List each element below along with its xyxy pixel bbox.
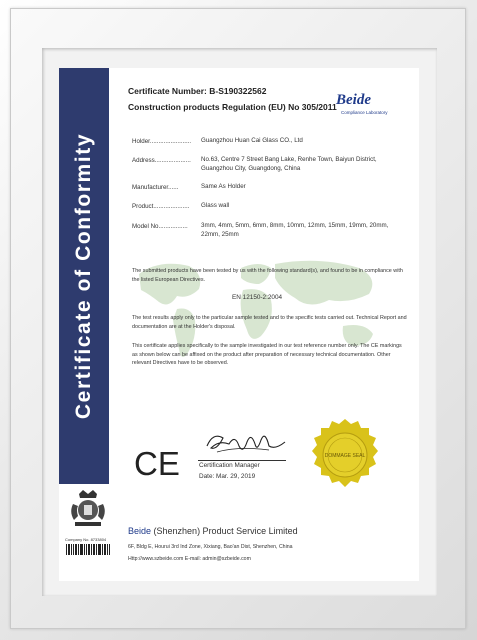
ce-mark-icon	[132, 446, 182, 480]
brand-logo: Beide	[336, 92, 371, 108]
ce-mark-text: CE	[134, 446, 180, 480]
holder-value: Guangzhou Huan Cai Glass CO., Ltd	[201, 137, 303, 144]
product-value: Glass wall	[201, 202, 230, 209]
signatory-title: Certification Manager	[199, 462, 260, 469]
certificate-number: Certificate Number: B-S190322562	[128, 86, 267, 96]
issuer-contact: Http://www.szbeide.com E-mail: admin@szbeide.com	[128, 556, 251, 562]
standard-reference: EN 12150-2:2004	[232, 294, 283, 301]
issue-date: Date: Mar. 29, 2019	[199, 473, 256, 480]
brand-tagline: Compliance Laboratory	[341, 110, 388, 115]
issuer-company	[128, 526, 298, 536]
model-no-value: 3mm, 4mm, 5mm, 6mm, 8mm, 10mm, 12mm, 15mm, 19mm, 20mm, 22mm, 25mm	[201, 222, 389, 238]
issuer-address: 6F, Bldg E, Hourui 3rd Ind Zone, Xixiang, Bao'an Dist, Shenzhen, China	[128, 544, 293, 550]
handwritten-signature	[199, 424, 289, 460]
manufacturer-label: Manufacturer......	[132, 184, 179, 191]
scope-statement: The test results apply only to the particular sample tested and to the specific tests carried out. Technical Report and documentation are at the Holder's disposal.	[132, 315, 407, 330]
seal-text: DOMMAGE SEAL	[324, 453, 366, 459]
accreditation-mark	[65, 488, 117, 568]
banner-title: Certificate of Conformity	[72, 132, 95, 420]
signature-line	[198, 460, 286, 461]
issuer-name-rest: (Shenzhen) Product Service Limited	[151, 526, 298, 536]
certificate-paper	[59, 68, 419, 581]
address-label: Address.....................	[132, 157, 191, 164]
regulation-title: Construction products Regulation (EU) No 305/2011	[128, 102, 337, 112]
address-value: No.63, Centre 7 Street Bang Lake, Renhe Town, Baiyun District, Guangzhou City, Guangdong, China	[201, 156, 377, 172]
issuer-brand: Beide	[128, 526, 152, 536]
ce-marking-statement: This certificate applies specifically to the sample investigated in our test reference number only. The CE markings as shown below can be affixed on the product after preparation of necessary technical documentation. Other relevant Directives have to be observed.	[132, 343, 402, 366]
company-number: Company No. 8733804	[65, 537, 107, 542]
barcode-icon	[65, 544, 111, 558]
model-no-label: Model No.................	[132, 223, 188, 230]
crown-crest-icon	[65, 488, 111, 530]
manufacturer-value: Same As Holder	[201, 183, 246, 190]
product-label: Product.....................	[132, 203, 190, 210]
test-statement: The submitted products have been tested by us with the following standard(s), and found to be in compliance with the listed European Directives.	[132, 268, 403, 283]
holder-label: Holder........................	[132, 138, 192, 145]
certificate-side-banner	[59, 68, 109, 484]
gold-seal-icon	[308, 418, 382, 492]
